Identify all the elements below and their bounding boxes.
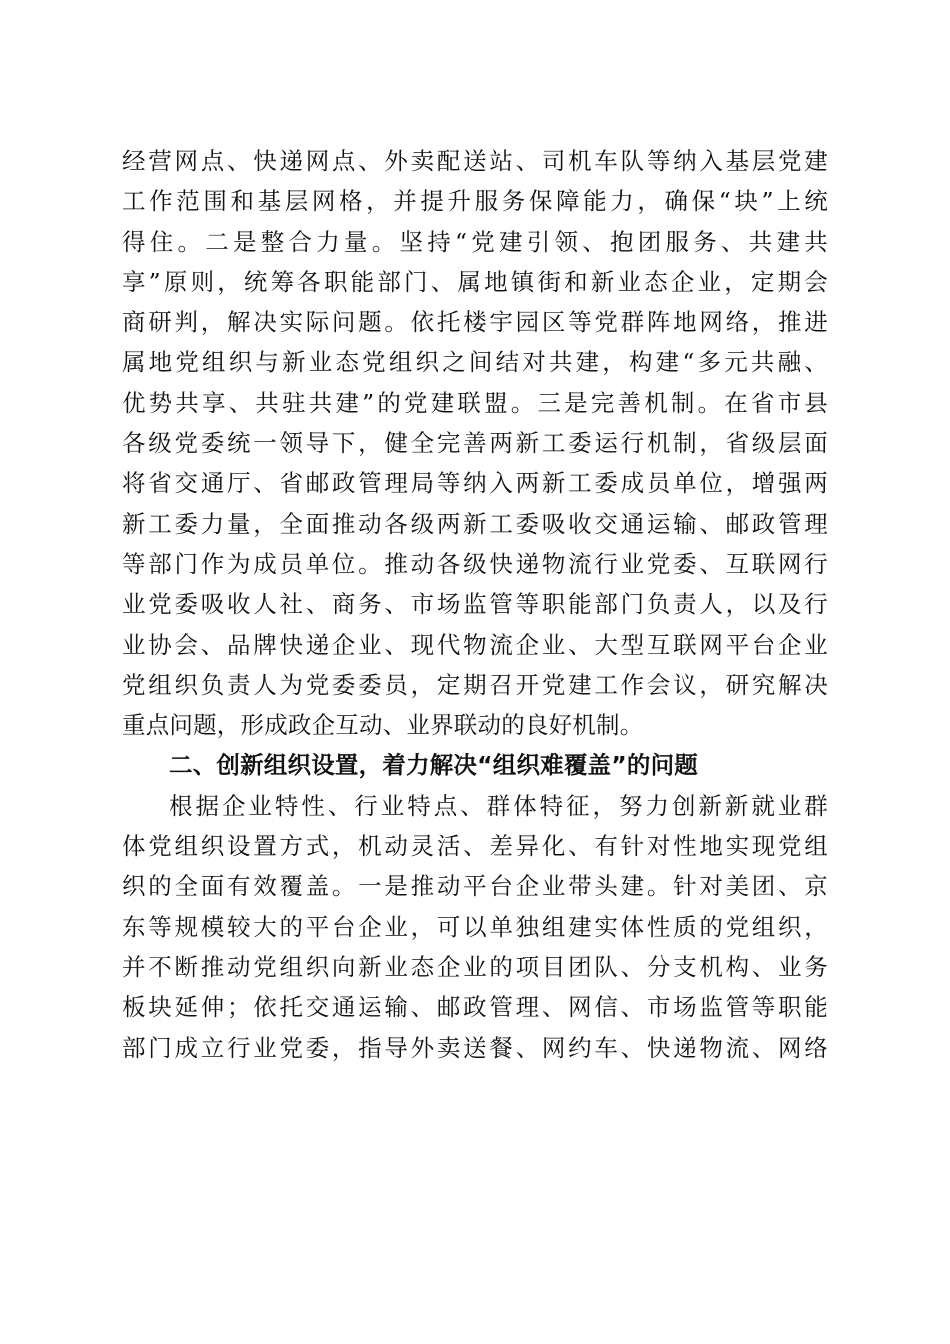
paragraph-line: 经营网点、快递网点、外卖配送站、司机车队等纳入基层党建	[122, 147, 828, 175]
paragraph-line: 得住。二是整合力量。坚持“党建引领、抱团服务、共建共	[122, 227, 828, 256]
document-body	[122, 141, 828, 1068]
paragraph-line: 体党组织设置方式，机动灵活、差异化、有针对性地实现党组	[122, 832, 828, 861]
paragraph-line: 业党委吸收人社、商务、市场监管等职能部门负责人，以及行	[122, 590, 828, 619]
paragraph-line: 根据企业特性、行业特点、群体特征，努力创新新就业群	[169, 791, 828, 820]
paragraph-line: 优势共享、共驻共建”的党建联盟。三是完善机制。在省市县	[122, 388, 828, 417]
paragraph-line: 享”原则，统筹各职能部门、属地镇街和新业态企业，定期会	[122, 267, 828, 296]
paragraph-line: 板块延伸；依托交通运输、邮政管理、网信、市场监管等职能	[122, 993, 828, 1022]
paragraph-line: 工作范围和基层网格，并提升服务保障能力，确保“块”上统	[122, 187, 828, 216]
paragraph-line: 并不断推动党组织向新业态企业的项目团队、分支机构、业务	[122, 952, 828, 981]
section-heading: 二、创新组织设置，着力解决“组织难覆盖”的问题	[169, 751, 698, 780]
paragraph-line: 织的全面有效覆盖。一是推动平台企业带头建。针对美团、京	[122, 872, 828, 901]
paragraph-line: 部门成立行业党委，指导外卖送餐、网约车、快递物流、网络	[122, 1033, 828, 1062]
paragraph-line: 业协会、品牌快递企业、现代物流企业、大型互联网平台企业	[122, 630, 828, 659]
paragraph-line: 新工委力量，全面推动各级两新工委吸收交通运输、邮政管理	[122, 509, 828, 538]
paragraph-line: 将省交通厅、省邮政管理局等纳入两新工委成员单位，增强两	[122, 469, 828, 498]
paragraph-line: 东等规模较大的平台企业，可以单独组建实体性质的党组织，	[122, 912, 828, 941]
paragraph-line: 党组织负责人为党委委员，定期召开党建工作会议，研究解决	[122, 670, 828, 699]
paragraph-line: 属地党组织与新业态党组织之间结对共建，构建“多元共融、	[122, 348, 828, 377]
paragraph-line: 重点问题，形成政企互动、业界联动的良好机制。	[122, 711, 644, 740]
paragraph-line: 商研判，解决实际问题。依托楼宇园区等党群阵地网络，推进	[122, 308, 828, 337]
paragraph-line: 各级党委统一领导下，健全完善两新工委运行机制，省级层面	[122, 429, 828, 458]
paragraph-line: 等部门作为成员单位。推动各级快递物流行业党委、互联网行	[122, 549, 828, 578]
